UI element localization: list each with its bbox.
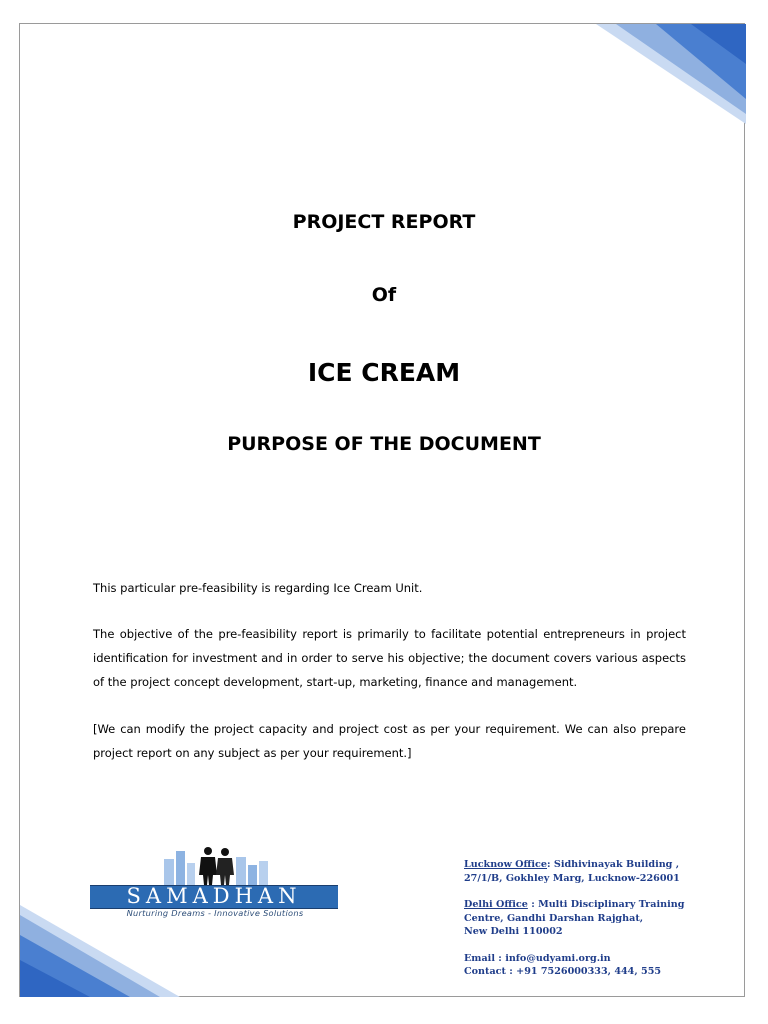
delhi-address-line3: New Delhi 110002 <box>464 926 563 937</box>
logo-name: SAMADHAN <box>126 884 302 908</box>
delhi-address-line1: : Multi Disciplinary Training <box>527 899 685 910</box>
delhi-address-line2: Centre, Gandhi Darshan Rajghat, <box>464 912 644 924</box>
report-title: PROJECT REPORT <box>292 211 476 233</box>
section-heading: PURPOSE OF THE DOCUMENT <box>227 433 541 455</box>
lucknow-address-line1: : Sidhivinayak Building , <box>547 859 680 870</box>
report-of: Of <box>371 284 397 306</box>
delhi-office-label: Delhi Office <box>464 899 528 910</box>
corner-decoration-top-right <box>596 24 746 124</box>
lucknow-office-label: Lucknow Office <box>464 859 548 870</box>
contact-email: Email : info@udyami.org.in <box>464 952 611 964</box>
report-subject: ICE CREAM <box>307 358 461 387</box>
contact-info <box>464 858 739 979</box>
lucknow-office-block <box>464 858 739 885</box>
lucknow-office-line <box>464 858 739 872</box>
logo-tagline: Nurturing Dreams - Innovative Solutions <box>126 908 304 918</box>
lucknow-address-line2: 27/1/B, Gokhley Marg, Lucknow-226001 <box>464 872 680 884</box>
contact-phone: Contact : +91 7526000333, 444, 555 <box>464 966 662 977</box>
corner-decoration-bottom-left <box>20 905 180 997</box>
city-skyline-icon <box>162 845 272 885</box>
samadhan-logo <box>90 845 340 918</box>
paragraph-objective: The objective of the pre-feasibility report is primarily to facilitate potential entrepreneurs in project identification for investment and in order to serve his objective; the document covers various aspects of the project concept development, start-up, marketing, finance and management. <box>93 627 686 690</box>
paragraph-modify-note: [We can modify the project capacity and project cost as per your requirement. We can also prepare project report on any subject as per your requirement.] <box>93 722 686 761</box>
delhi-office-block <box>464 898 739 939</box>
delhi-office-line <box>464 898 739 912</box>
paragraph-intro: This particular pre-feasibility is regarding Ice Cream Unit. <box>93 581 423 595</box>
